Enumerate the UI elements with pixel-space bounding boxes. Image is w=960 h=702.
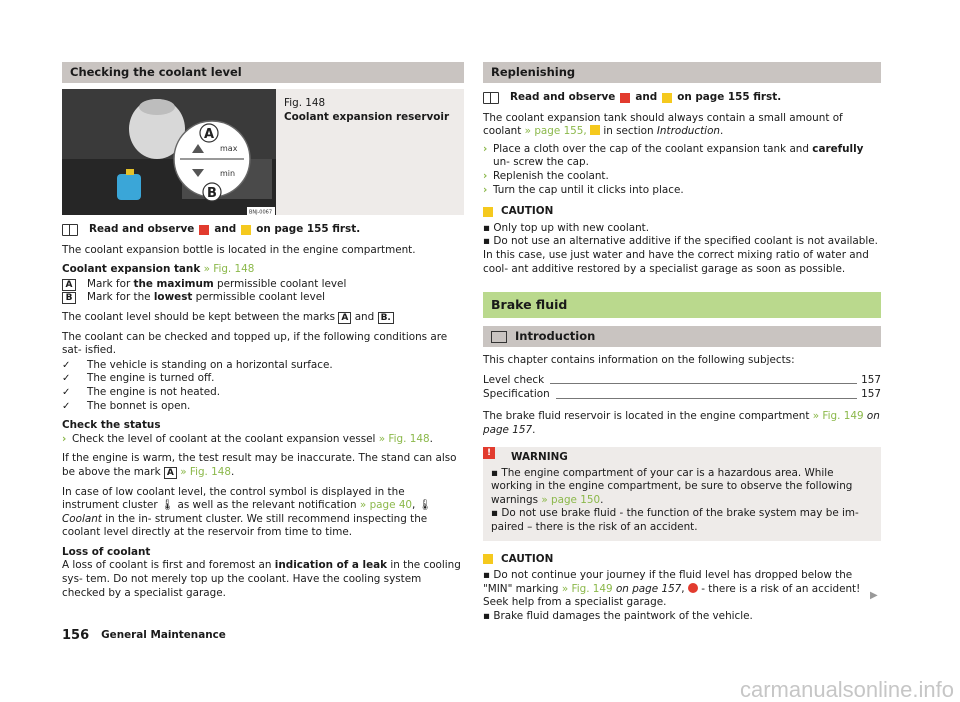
caution-text: Do not continue your journey if the fluid level has dropped below the "MIN" marking bbox=[483, 569, 853, 595]
warm-text: If the engine is warm, the test result may be inaccurate. The stand can also be above the mark bbox=[62, 452, 457, 478]
loss-title: Loss of coolant bbox=[62, 545, 151, 558]
book-icon bbox=[483, 92, 499, 104]
warning-item: ▪ The engine compartment of your car is a hazardous area. While working in the engine compartment, be sure to observe the following warnings » page 150. bbox=[491, 466, 853, 506]
chevron-right-icon: › bbox=[483, 142, 488, 155]
toc-label: Level check bbox=[483, 373, 545, 386]
mark-a-label: A bbox=[338, 312, 351, 324]
legend-text: Mark for bbox=[87, 277, 134, 290]
legend-key-b: B bbox=[62, 292, 76, 304]
intro-title: Introduction bbox=[515, 329, 596, 344]
figure-caption bbox=[276, 89, 457, 215]
low-text-3: in the in- strument cluster. We still recommend inspecting the coolant level directly at the reservoir from time to time. bbox=[62, 512, 428, 539]
paragraph-location: The coolant expansion bottle is located in the engine compartment. bbox=[62, 243, 416, 256]
paragraph-warm: If the engine is warm, the test result may be inaccurate. The stand can also be above the mark A » Fig. 148. bbox=[62, 452, 457, 478]
warning-item: ▪ Do not use brake fluid - the function of the brake system may be im- paired – there is the risk of an accident. bbox=[491, 507, 859, 534]
toc-item[interactable] bbox=[483, 388, 881, 402]
loss-bold: indication of a leak bbox=[274, 559, 388, 572]
step-text-end: un- screw the cap. bbox=[493, 156, 589, 169]
step-item bbox=[483, 170, 881, 184]
page-link[interactable]: » page 150 bbox=[541, 493, 601, 506]
marks-text: The coolant level should be kept between the marks bbox=[62, 310, 336, 323]
loss-text-end: in the cooling sys- tem. Do not merely top up the coolant. Have the cooling system checked by a specialist garage. bbox=[62, 559, 461, 599]
read-observe-page: on page 155 first. bbox=[677, 91, 782, 103]
max-text: max bbox=[220, 144, 238, 153]
figure-caption-title: Coolant expansion reservoir bbox=[284, 110, 450, 123]
fig-link[interactable]: » Fig. 149 bbox=[561, 582, 613, 595]
check-item: ✓ The engine is turned off. bbox=[62, 372, 464, 386]
caution-square-icon bbox=[662, 93, 672, 103]
toc-leader bbox=[550, 383, 857, 384]
paragraph-marks bbox=[62, 311, 464, 325]
check-item: ✓ The engine is not heated. bbox=[62, 386, 464, 400]
legend-item-b bbox=[62, 291, 464, 305]
read-observe-text: Read and observe bbox=[89, 223, 195, 235]
watermark: carmanualsonline.info bbox=[739, 677, 954, 702]
caution-square-icon bbox=[483, 207, 493, 217]
page-link[interactable]: » page 40 bbox=[359, 499, 413, 512]
warning-text: The engine compartment of your car is a hazardous area. While working in the engine compartment, be sure to observe the following warnings bbox=[491, 466, 853, 506]
warning-title: WARNING bbox=[511, 451, 568, 464]
read-observe-and: and bbox=[635, 91, 658, 103]
step-bold: carefully bbox=[812, 142, 864, 155]
chevron-right-icon: › bbox=[483, 183, 488, 196]
tank-fig-link[interactable]: » Fig. 148 bbox=[203, 263, 255, 276]
caution-item: ▪ Brake fluid damages the paintwork of the vehicle. bbox=[483, 610, 753, 623]
image-code: BNJ-0067 bbox=[249, 209, 272, 215]
warning-square-icon bbox=[620, 93, 630, 103]
reservoir-italic: on page 157 bbox=[483, 409, 880, 436]
min-text: min bbox=[220, 169, 236, 178]
toc-page: 157 bbox=[861, 373, 881, 386]
intro-paragraph: This chapter contains information on the following subjects: bbox=[483, 354, 795, 367]
caution-title: CAUTION bbox=[501, 205, 554, 218]
marker-b: B bbox=[207, 186, 217, 201]
caution-item: ▪ Only top up with new coolant. bbox=[483, 221, 650, 234]
figure-148 bbox=[62, 89, 464, 215]
page-footer bbox=[62, 629, 226, 643]
read-observe-page: on page 155 first. bbox=[256, 223, 361, 235]
chapter-band: Brake fluid bbox=[483, 292, 881, 318]
legend-text-end: permissible coolant level bbox=[192, 291, 326, 304]
chevron-right-icon: › bbox=[483, 169, 488, 182]
book-icon bbox=[62, 224, 78, 236]
legend-bold: lowest bbox=[153, 291, 193, 304]
caution-title: CAUTION bbox=[501, 552, 554, 565]
replenish-italic: Introduction bbox=[656, 125, 721, 138]
check-item: ✓ The bonnet is open. bbox=[62, 400, 464, 414]
read-observe-and: and bbox=[214, 223, 237, 235]
step-text: Replenish the coolant. bbox=[493, 169, 609, 182]
caution-text-end: - there is a risk of an accident! Seek help from a specialist garage. bbox=[483, 582, 861, 609]
caution-square-icon bbox=[483, 554, 493, 564]
warning-box bbox=[483, 447, 881, 541]
toc-item[interactable] bbox=[483, 374, 881, 388]
footer-section: General Maintenance bbox=[101, 629, 226, 641]
caution-text: Brake fluid damages the paintwork of the vehicle. bbox=[493, 610, 753, 623]
fig-link[interactable]: » Fig. 148 bbox=[378, 432, 430, 445]
warning-square-icon bbox=[199, 225, 209, 235]
check-status-step: › Check the level of coolant at the coolant expansion vessel » Fig. 148. bbox=[62, 432, 433, 445]
replenish-text: The coolant expansion tank should always contain a small amount of coolant bbox=[483, 111, 843, 138]
page-number: 156 bbox=[62, 628, 90, 643]
caution-text: Do not use an alternative additive if the specified coolant is not available. In this case, use just water and have the correct mixing ratio of water and cool- ant additive restored by a specialist garage as soon as possible. bbox=[483, 235, 878, 275]
step-text: Turn the cap until it clicks into place. bbox=[493, 183, 684, 196]
continue-arrow-icon: ▶ bbox=[870, 590, 878, 601]
tank-label: Coolant expansion tank bbox=[62, 263, 201, 276]
left-column bbox=[62, 62, 464, 606]
replenish-mid: in section bbox=[603, 125, 654, 138]
chevron-right-icon: › bbox=[62, 432, 67, 445]
fig-link[interactable]: » Fig. 149 bbox=[812, 409, 864, 422]
legend-bold: the maximum bbox=[133, 277, 214, 290]
coolant-temperature-icon: 🌡 bbox=[418, 499, 432, 512]
step-text: Place a cloth over the cap of the coolant expansion tank and bbox=[493, 142, 813, 155]
legend-text-end: permissible coolant level bbox=[213, 277, 347, 290]
caution-text: Only top up with new coolant. bbox=[493, 221, 650, 234]
paragraph-replenish: The coolant expansion tank should always contain a small amount of coolant » page 155, in section Introduction. bbox=[483, 111, 843, 138]
book-icon bbox=[491, 331, 507, 343]
intro-heading bbox=[483, 326, 881, 347]
check-item: ✓ The vehicle is standing on a horizontal surface. bbox=[62, 359, 464, 373]
paragraph-reservoir: The brake fluid reservoir is located in the engine compartment » Fig. 149 on page 157. bbox=[483, 409, 880, 436]
caution-square-icon bbox=[590, 125, 600, 135]
coolant-temperature-icon: 🌡 bbox=[160, 499, 175, 512]
section-title: Replenishing bbox=[483, 62, 881, 83]
warning-icon: ! bbox=[483, 447, 495, 459]
legend-item-a bbox=[62, 278, 464, 292]
caution-item: ▪ Do not continue your journey if the fluid level has dropped below the "MIN" marking » Fig. 149 on page 157, - there is a risk of an accident! Seek help from a specialist garage. bbox=[483, 569, 861, 609]
read-observe-text: Read and observe bbox=[510, 91, 616, 103]
step-item bbox=[483, 184, 881, 198]
caution-item: ▪ Do not use an alternative additive if the specified coolant is not available. In this case, use just water and have the correct mixing ratio of water and cool- ant additive restored by a specialist garage as soon as possible. bbox=[483, 235, 878, 275]
reservoir-text: The brake fluid reservoir is located in the engine compartment bbox=[483, 409, 810, 422]
low-text-1: In case of low coolant level, the control symbol is displayed in the instrument cluster bbox=[62, 485, 405, 512]
low-text-2: as well as the relevant notification bbox=[177, 499, 357, 512]
legend-key-a: A bbox=[62, 279, 76, 291]
figure-label: Fig. 148 bbox=[284, 97, 326, 109]
section-title: Checking the coolant level bbox=[62, 62, 464, 83]
paragraph-low-level: In case of low coolant level, the control symbol is displayed in the instrument cluster 🌡 as well as the relevant notification » page 40, 🌡 Coolant in the in- strument cluster. We still recommend inspecting the coolant level directly at the reservoir from time to time. bbox=[62, 485, 432, 539]
step-item bbox=[483, 143, 881, 170]
right-column bbox=[483, 62, 881, 624]
page-link[interactable]: » page 155, bbox=[524, 125, 587, 138]
tank-heading bbox=[62, 263, 464, 277]
fig-link[interactable]: » Fig. 148 bbox=[180, 465, 231, 478]
check-status-text: Check the level of coolant at the coolant expansion vessel bbox=[72, 432, 376, 445]
legend-text: Mark for the bbox=[87, 291, 154, 304]
read-observe-note bbox=[483, 91, 881, 105]
marker-a: A bbox=[204, 127, 215, 142]
read-observe-note bbox=[62, 223, 464, 237]
mark-b-label: B. bbox=[378, 312, 394, 324]
brake-warning-icon bbox=[688, 583, 698, 593]
check-status-title: Check the status bbox=[62, 419, 161, 432]
warning-text: Do not use brake fluid - the function of the brake system may be im- paired – there is the risk of an accident. bbox=[491, 507, 859, 534]
engine-illustration bbox=[62, 89, 276, 215]
toc-leader bbox=[556, 398, 857, 399]
loss-text: A loss of coolant is first and foremost an bbox=[62, 559, 275, 572]
toc-label: Specification bbox=[483, 388, 550, 401]
caution-heading bbox=[483, 205, 881, 219]
caution-italic: on page 157 bbox=[615, 582, 682, 595]
low-italic: Coolant bbox=[62, 512, 102, 525]
coolant-reservoir-image bbox=[62, 89, 276, 215]
marks-and: and bbox=[354, 310, 375, 323]
caution-heading bbox=[483, 553, 881, 567]
toc-page: 157 bbox=[861, 388, 881, 401]
warm-mark: A bbox=[164, 467, 177, 479]
caution-square-icon bbox=[241, 225, 251, 235]
paragraph-loss bbox=[62, 559, 464, 600]
paragraph-conditions: The coolant can be checked and topped up, if the following conditions are sat- isfied. bbox=[62, 330, 448, 357]
